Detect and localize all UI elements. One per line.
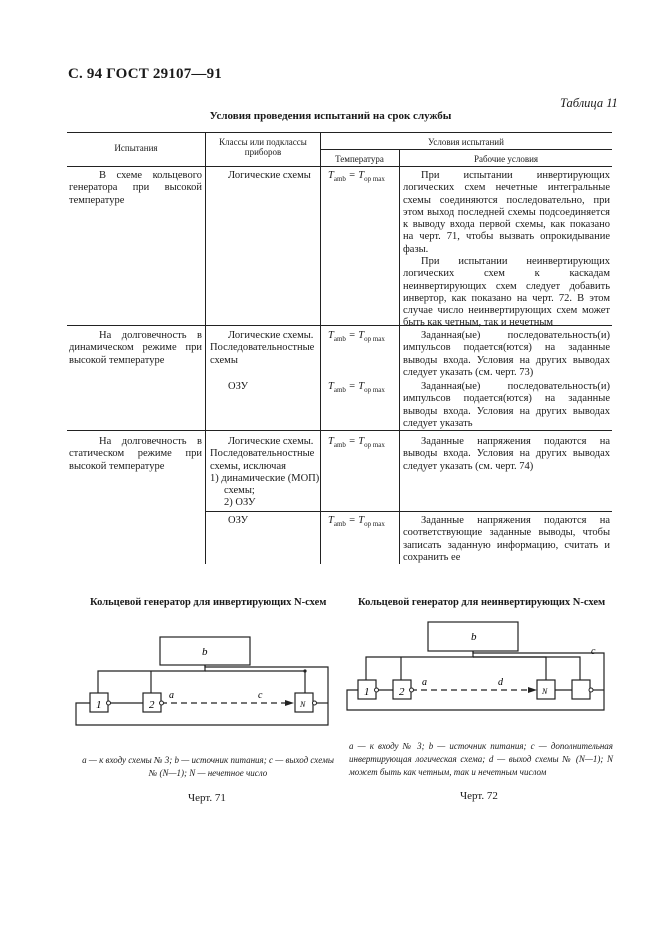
col-conditions-header: Условия испытаний bbox=[428, 137, 504, 147]
col-tests-header: Испытания bbox=[114, 143, 158, 153]
figure72-arrowhead bbox=[528, 687, 537, 693]
figure72-legend: a — к входу № 3; b — источник питания; c — дополнительная инвертирующая логическая схема; d — выход схемы № (N—1); N может быть как четным, так и нечетным числом bbox=[349, 741, 613, 777]
row2-work: Заданная(ые) последовательность(и) импульсов подается(ются) на заданные выводы входа. Условия на других выводах следует указать (см. черт. 73) bbox=[403, 330, 610, 378]
row4-class: Логические схемы. Последовательностные схемы, исключая bbox=[210, 436, 315, 472]
figure72-feedback-loop bbox=[347, 690, 604, 710]
row4-class-item2: 2) ОЗУ bbox=[224, 497, 256, 508]
figure72-caption: Кольцевой генератор для неинвертирующих N-схем bbox=[358, 597, 606, 608]
row1-temperature: $T_{amb} = T_{op max}$ bbox=[328, 170, 385, 184]
figure71-label-c: c bbox=[258, 690, 263, 701]
figure72-supply-line-N bbox=[473, 657, 546, 680]
row5-temperature: $T_{amb} = T_{op max}$ bbox=[328, 515, 385, 529]
row4-work: Заданные напряжения подаются на выводы входа. Условия на других выводах следует указать (см. черт. 74) bbox=[403, 436, 610, 472]
row1-work-a: При испытании инвертирующих логических схем нечетные интегральные схемы соединяются последовательно, при этом выход последней схемы подсоединяется к выводу входа первой схемы, как показано на черт. 71, чтобы вызвать опрокидывание фазы. bbox=[403, 170, 610, 255]
figure72-label-2: 2 bbox=[399, 686, 405, 698]
row3-temperature: $T_{amb} = T_{op max}$ bbox=[328, 381, 385, 395]
figure72-label-b: b bbox=[471, 631, 477, 643]
row1-work-b: При испытании неинвертирующих логических схем к каскадам неинвертирующих схем следует добавить инвертор, как показано на черт. 72. В этом случае число неинвертирующих схем может быть как четным, так и нечетным bbox=[403, 256, 610, 329]
row4-test: На долговечность в статическом режиме при высокой температуре bbox=[69, 436, 202, 472]
figure72-label-1: 1 bbox=[364, 686, 370, 698]
col-temperature-header: Температура bbox=[335, 154, 384, 164]
figure72-supply-line-inv bbox=[473, 657, 580, 680]
figure72-supply-line-1 bbox=[366, 651, 473, 680]
page-header: С. 94 ГОСТ 29107—91 bbox=[68, 66, 222, 82]
row1-test: В схеме кольцевого генератора при высокой температуре bbox=[69, 170, 202, 206]
row3-class: ОЗУ bbox=[228, 381, 249, 392]
col-working-header: Рабочие условия bbox=[473, 154, 539, 164]
table-number: Таблица 11 bbox=[560, 96, 618, 110]
figure72-output-1 bbox=[375, 688, 379, 692]
figure71-label-2: 2 bbox=[149, 699, 155, 711]
row5-work: Заданные напряжения подаются на соответствующие заданные выводы, чтобы записать заданную информацию, считать и сохранить ее bbox=[403, 515, 610, 563]
figure71-label-N: N bbox=[300, 700, 306, 709]
figure72-label-a: a bbox=[422, 677, 427, 688]
figure71-number: Черт. 71 bbox=[188, 792, 226, 804]
row4-temperature: $T_{amb} = T_{op max}$ bbox=[328, 436, 385, 450]
figure71-label-1: 1 bbox=[96, 699, 102, 711]
row3-work: Заданная(ые) последовательность(и) импульсов подается(ются) на заданные выводы входа. Условия на других выводах следует указать bbox=[403, 381, 610, 429]
figure72-label-d: d bbox=[498, 677, 503, 688]
figure72-output-2 bbox=[410, 688, 414, 692]
figure71-caption: Кольцевой генератор для инвертирующих N-схем bbox=[90, 597, 327, 608]
row5-class: ОЗУ bbox=[228, 515, 249, 526]
figure71-legend: a — к входу схемы № 3; b — источник питания; c — выход схемы № (N—1); N — нечетное число bbox=[82, 755, 334, 778]
figure71-label-a: a bbox=[169, 690, 174, 701]
figure72-label-N: N bbox=[542, 687, 548, 696]
figure72-inverter-block bbox=[572, 680, 590, 699]
figure72-label-c: c bbox=[591, 646, 596, 657]
row1-class: Логические схемы bbox=[228, 170, 311, 181]
figure71-label-b: b bbox=[202, 646, 208, 658]
row2-class: Логические схемы. Последовательностные схемы bbox=[210, 330, 315, 366]
figure72-output-inv bbox=[589, 688, 593, 692]
figure72-number: Черт. 72 bbox=[460, 790, 498, 802]
table-title: Условия проведения испытаний на срок службы bbox=[209, 110, 452, 122]
col-classes-header: Классы или подклассы приборов bbox=[219, 137, 307, 157]
row4-class-item1: 1) динамические (МОП) схемы; bbox=[210, 473, 320, 497]
row2-test: На долговечность в динамическом режиме при высокой температуре bbox=[69, 330, 202, 366]
row2-temperature: $T_{amb} = T_{op max}$ bbox=[328, 330, 385, 344]
